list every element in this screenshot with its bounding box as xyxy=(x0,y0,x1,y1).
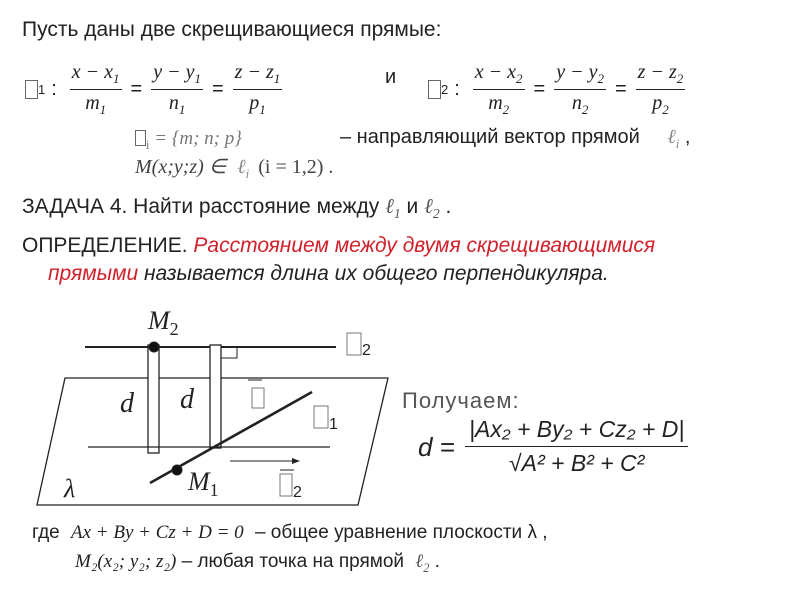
task-row: ЗАДАЧА 4. Найти расстояние между ℓ$_1$ и ℓ$_2$ . xyxy=(22,194,452,222)
plane-text: – общее уравнение плоскости λ , xyxy=(254,522,548,543)
definition-black-text: называется длина их общего перпендикуляра. xyxy=(144,262,609,285)
label-d-right: d xyxy=(180,384,194,415)
label-m1: $M_1$ xyxy=(188,467,219,501)
l2-den2: n xyxy=(571,91,582,114)
line2-glyph-icon xyxy=(428,80,441,99)
vector-def-row: $_i$ = {m; n; p} xyxy=(135,128,242,153)
l1-num2: y − y xyxy=(153,60,195,83)
line2-equation: 2 : $\frac{x - x_2}{m_2}$ = $\frac{y - y_2}{n_2}$ = $\frac{z - z_2}{p_2}$ xyxy=(428,58,688,120)
task-label: ЗАДАЧА 4. xyxy=(22,195,128,218)
line2-subscript: 2 xyxy=(441,81,449,97)
line1-glyph-icon xyxy=(25,80,38,99)
l2-den1: m xyxy=(488,91,503,114)
result-lhs: d = xyxy=(418,432,455,462)
definition-red-text-2: прямыми xyxy=(48,262,139,285)
perp-left xyxy=(148,345,159,453)
definition-row-2 xyxy=(48,262,609,286)
l2-num3: z − z xyxy=(637,60,677,83)
vector-text: – направляющий вектор прямой xyxy=(340,126,640,148)
l1-num1: x − x xyxy=(71,60,114,83)
result-denominator: √A² + B² + C² xyxy=(508,450,645,476)
task-text: Найти расстояние между xyxy=(133,195,380,218)
vector-text-row: – направляющий вектор прямой ℓ$_i$ , xyxy=(340,126,691,151)
point-def-row: M(x;y;z) ∈ ℓ$_i$ (i = 1,2) . xyxy=(135,156,334,181)
line1-subscript: 1 xyxy=(38,81,46,97)
label-m2: $M_2$ xyxy=(148,306,179,340)
point-m2-text: M₂(x₂; y₂; z₂) xyxy=(75,551,177,572)
point-def: M(x;y;z) ∈ xyxy=(135,156,227,178)
label-vec-sub: 2 xyxy=(293,484,302,501)
point-index: (i = 1,2) . xyxy=(258,156,334,178)
perp-right xyxy=(210,345,221,448)
label-plane: λ xyxy=(64,474,76,503)
l2-num2: y − y xyxy=(556,60,598,83)
result-fraction xyxy=(465,416,688,477)
label-l1-sub: 1 xyxy=(329,416,338,433)
footer-row-2: M₂(x₂; y₂; z₂) – любая точка на прямой ℓ$_2$ . xyxy=(75,551,440,575)
definition-row xyxy=(22,234,655,258)
vector-arrowhead xyxy=(292,458,300,464)
point-m2 xyxy=(149,342,159,352)
footer-row-1: где Ax + By + Cz + D = 0 – общее уравнение плоскости λ , xyxy=(32,522,548,543)
label-d-left: d xyxy=(120,388,134,419)
l1-den3: p xyxy=(249,91,260,114)
definition-red-text: Расстоянием между двумя скрещивающимися xyxy=(193,234,656,257)
point-m1 xyxy=(172,465,182,475)
l1-num3: z − z xyxy=(234,60,274,83)
label-l2-sub: 2 xyxy=(362,342,371,359)
and-word: и xyxy=(385,66,397,88)
l2-num1: x − x xyxy=(474,60,517,83)
l1-den1: m xyxy=(85,91,100,114)
vector-glyph-icon xyxy=(135,130,146,146)
l2-den3: p xyxy=(652,91,663,114)
plane-equation: Ax + By + Cz + D = 0 xyxy=(71,522,244,543)
line1-equation: 1 : $\frac{x - x_1}{m_1}$ = $\frac{y - y_1}{n_1}$ = $\frac{z - z_1}{p_1}$ xyxy=(25,58,285,120)
intro-text: Пусть даны две скрещивающиеся прямые: xyxy=(22,18,442,41)
result-label: Получаем: xyxy=(402,388,520,413)
right-angle-mark xyxy=(221,347,237,358)
l1-den2: n xyxy=(168,91,179,114)
result-numerator: |Ax₂ + By₂ + Cz₂ + D| xyxy=(465,416,688,447)
definition-label: ОПРЕДЕЛЕНИЕ. xyxy=(22,234,188,257)
vector-def: = {m; n; p} xyxy=(154,128,242,149)
point-text: – любая точка на прямой xyxy=(181,551,404,572)
